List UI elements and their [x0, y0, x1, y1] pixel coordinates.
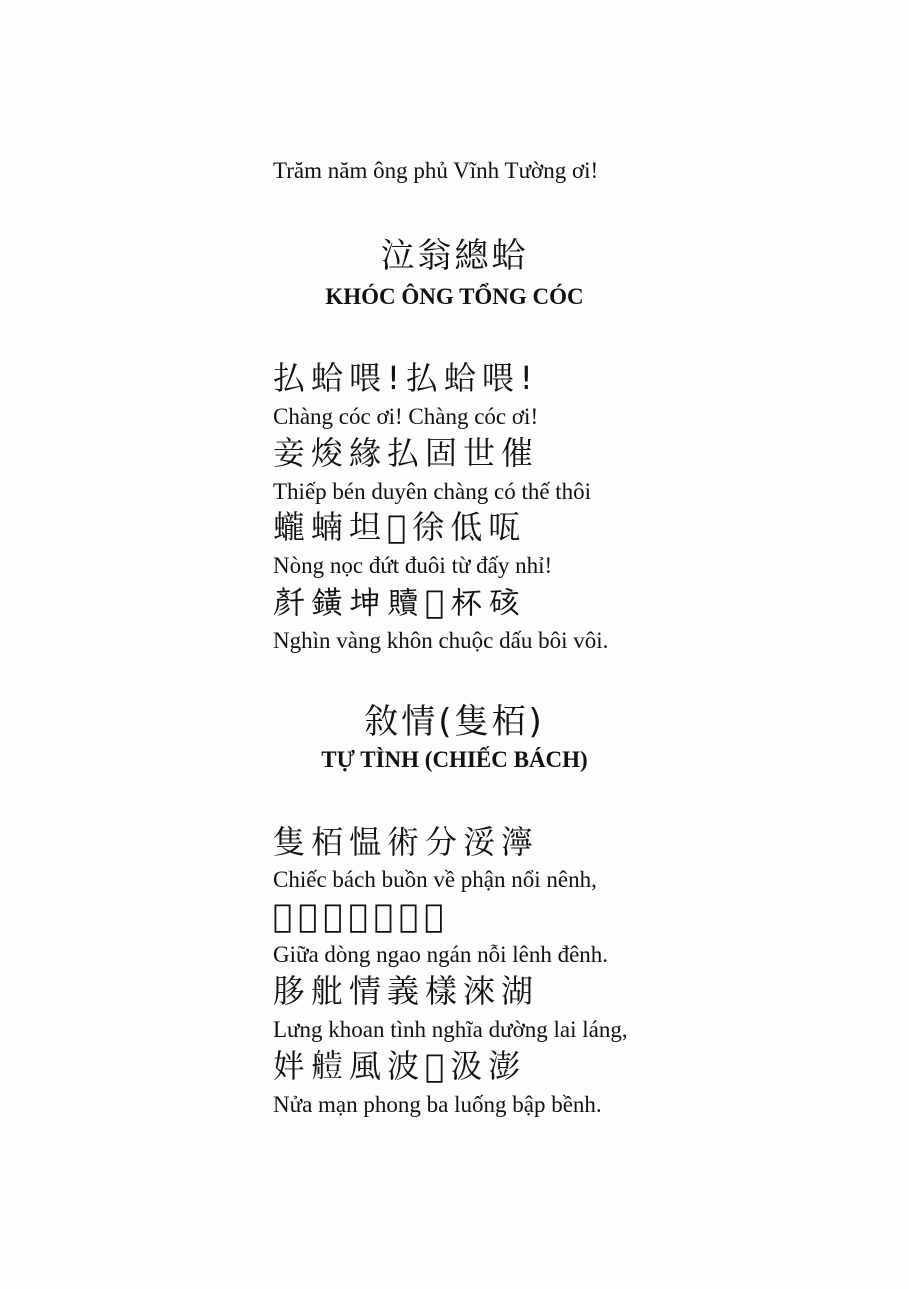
poem2-line1-nom: 隻栢愠術分浽濘 — [273, 823, 540, 861]
poem2-line3-nom: 䏧舭情義樣淶湖 — [273, 972, 540, 1010]
poem2-title-nom: 敘情(隻栢) — [364, 702, 545, 742]
poem1-line1-nom: 払蛤喂!払蛤喂! — [273, 359, 539, 397]
poem1-line3-nom: 蠬蝻坦𩬈徐低咓 — [273, 508, 527, 546]
poem2-line3-viet: Lưng khoan tình nghĩa dường lai láng, — [273, 1017, 628, 1042]
poem2-title-viet: TỰ TÌNH (CHIẾC BÁCH) — [321, 747, 588, 772]
poem1-line4-viet: Nghìn vàng khôn chuộc dấu bôi vôi. — [273, 628, 609, 653]
poem2-line4-nom: 姅𦪍風波𡀡汲澎 — [273, 1047, 527, 1085]
poem1-line4-nom: 𠦳鐄坤贖𠱄杯硋 — [273, 583, 527, 621]
intro-line: Trăm năm ông phủ Vĩnh Tường ơi! — [273, 158, 599, 183]
poem1-line2-viet: Thiếp bén duyên chàng có thế thôi — [273, 479, 592, 504]
poem2-line1-viet: Chiếc bách buồn về phận nổi nênh, — [273, 867, 597, 892]
poem2-line4-viet: Nửa mạn phong ba luống bập bềnh. — [273, 1092, 602, 1117]
poem1-title-nom: 泣翁總蛤 — [380, 236, 529, 276]
poem1-title-viet: KHÓC ÔNG TỔNG CÓC — [325, 284, 584, 309]
poem1-line2-nom: 妾焌緣払固世催 — [273, 434, 540, 472]
poem2-line2-viet: Giữa dòng ngao ngán nỗi lênh đênh. — [273, 942, 609, 967]
poem1-line1-viet: Chàng cóc ơi! Chàng cóc ơi! — [273, 404, 539, 429]
poem2-line2-nom: 𠁑溶敖啈餒冷汀 — [273, 897, 450, 935]
poem1-line3-viet: Nòng nọc đứt đuôi từ đấy nhỉ! — [273, 553, 553, 578]
